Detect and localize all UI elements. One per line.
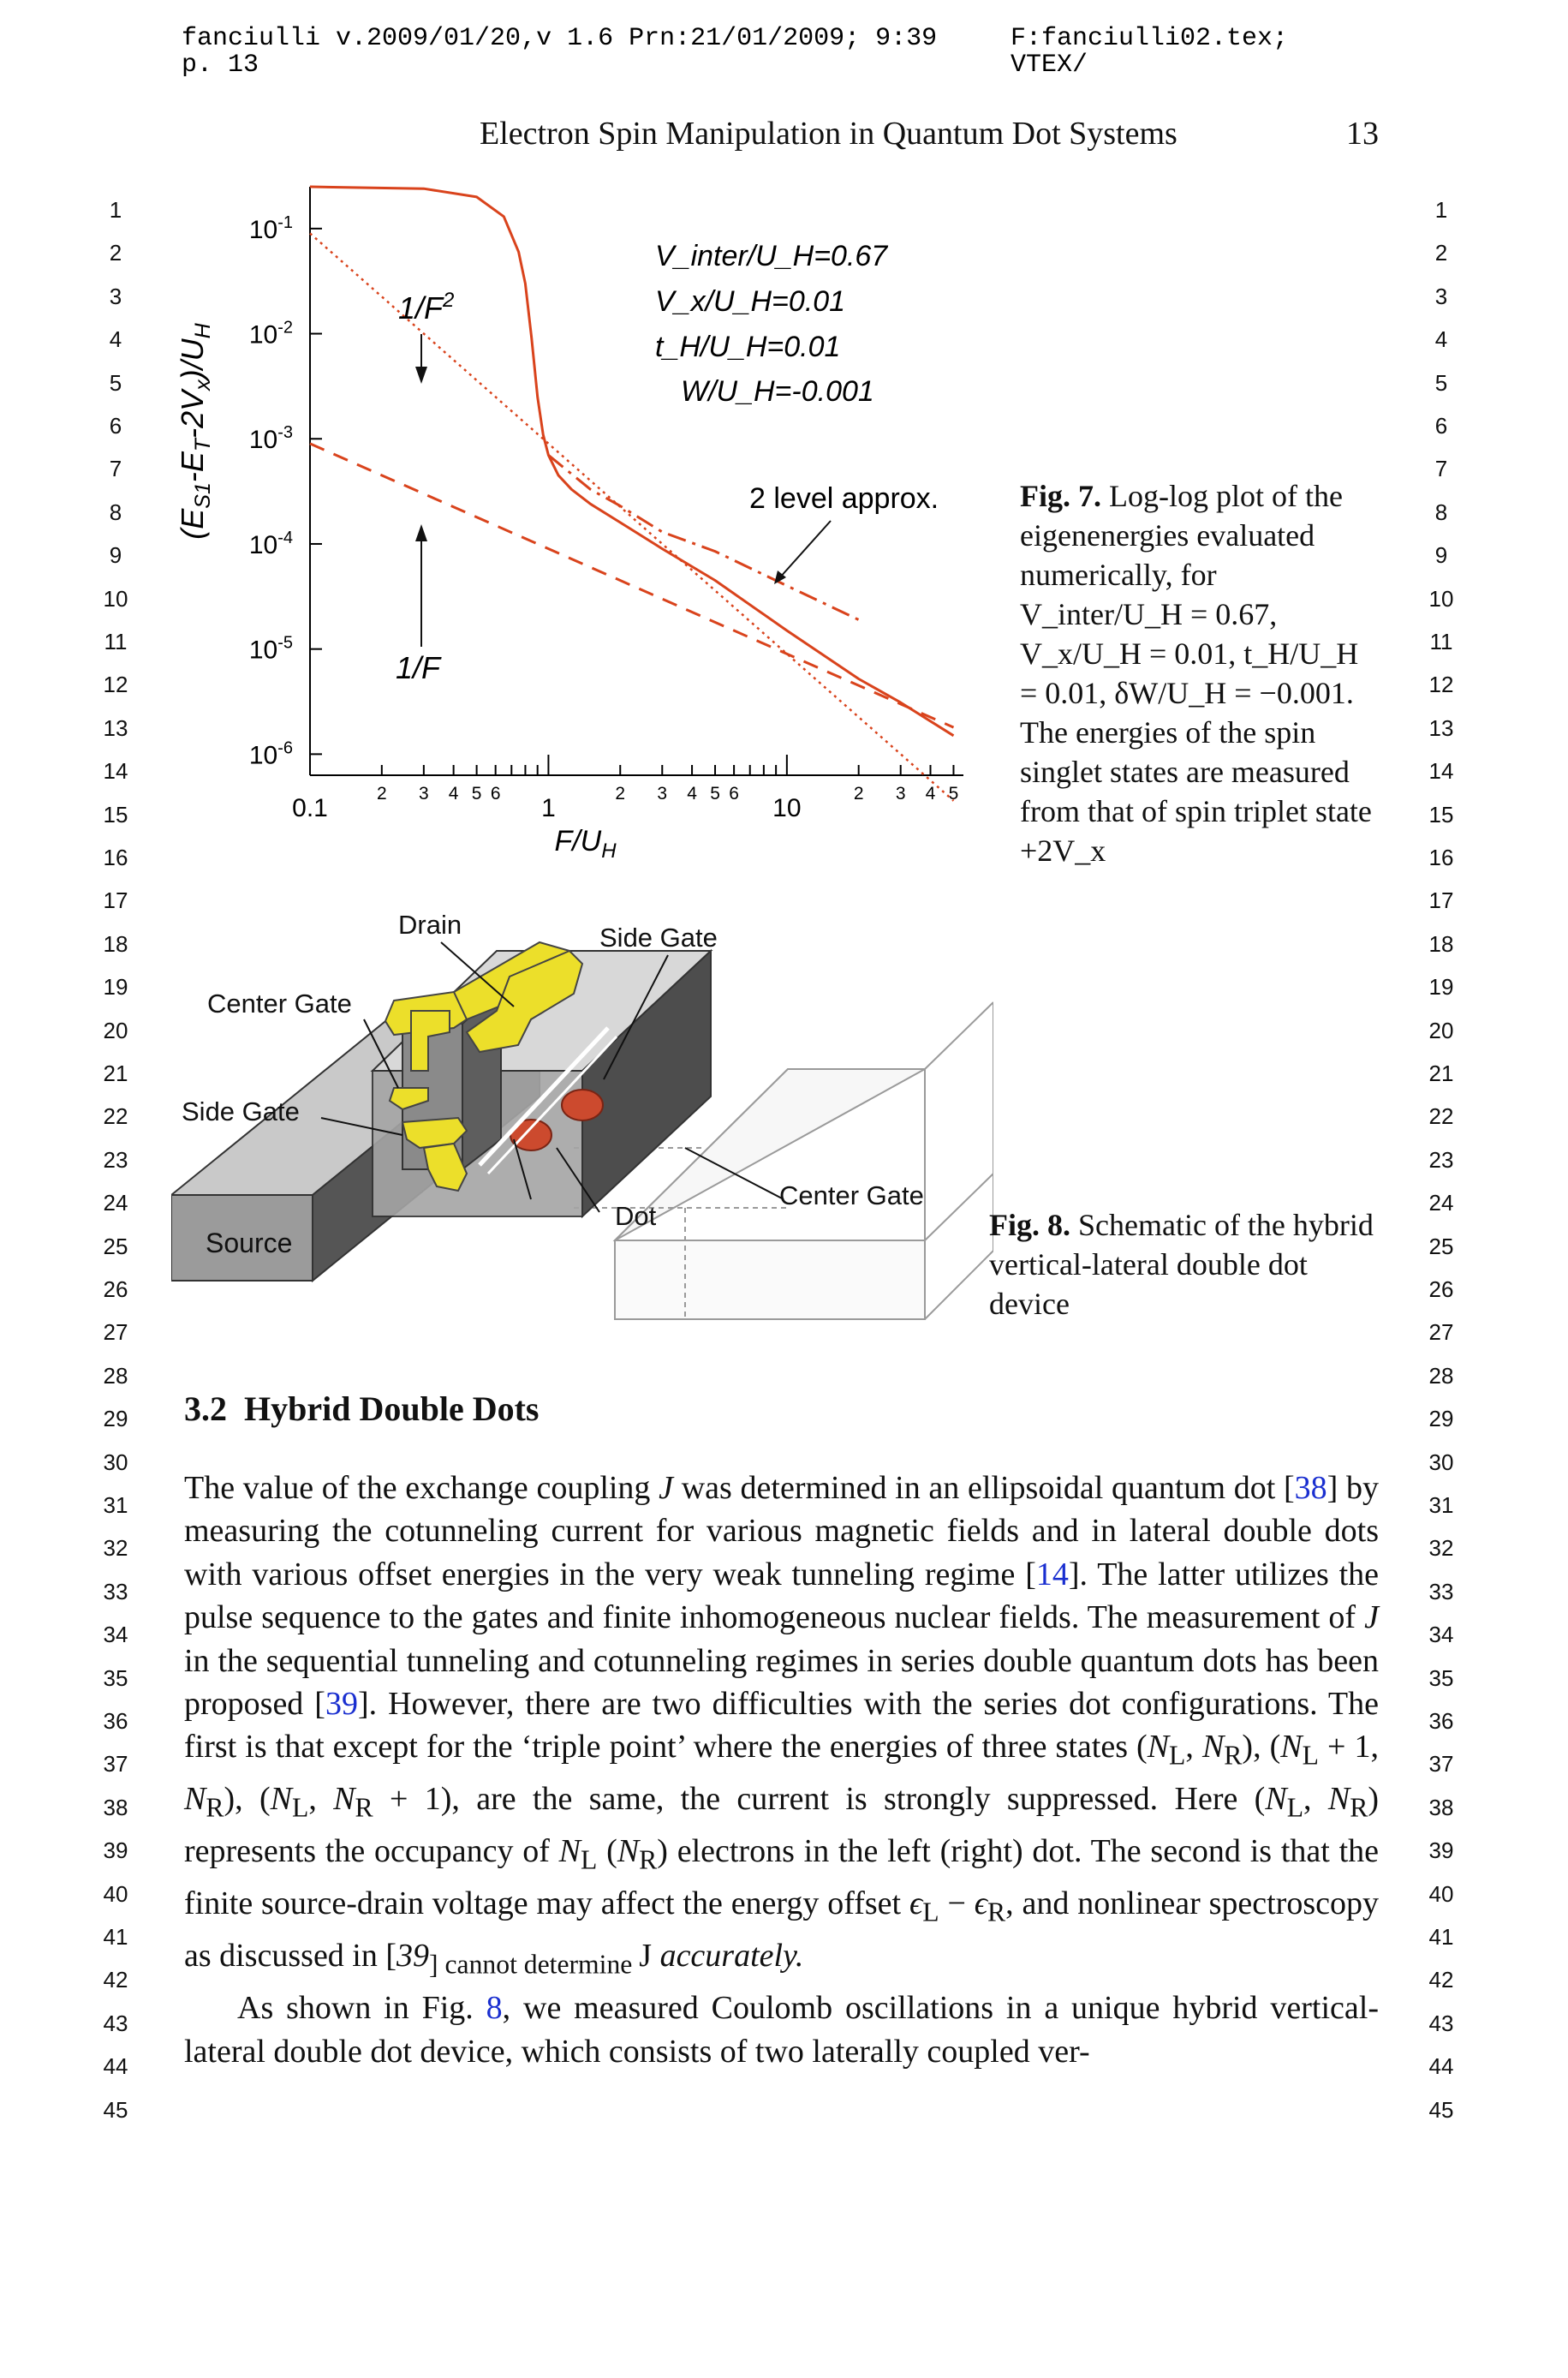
proof-header-left: fanciulli v.2009/01/20,v 1.6 Prn:21/01/2009; 9:39: [182, 24, 938, 53]
arrowhead-1-over-f: [415, 524, 427, 541]
line-number-right: 16: [1428, 845, 1454, 870]
citation-link[interactable]: 39: [325, 1686, 358, 1723]
line-number-right: 23: [1428, 1146, 1454, 1173]
proof-header-right: F:fanciulli02.tex; VTEX/: [1011, 24, 1289, 80]
line-number-left: 10: [103, 585, 128, 612]
line-number-right: 32: [1428, 1535, 1454, 1562]
line-number-left: 24: [103, 1190, 128, 1216]
line-number-left: 21: [103, 1061, 128, 1086]
line-number-left: 27: [103, 1319, 128, 1346]
line-number-right: 22: [1428, 1103, 1454, 1130]
label-dot: Dot: [615, 1201, 657, 1231]
section-heading: [184, 1389, 540, 1429]
line-number-left: 29: [103, 1406, 128, 1432]
line-number-right: 21: [1428, 1061, 1454, 1086]
parameter-label: t_H/U_H=0.01: [655, 331, 841, 363]
parameter-label: V_x/U_H=0.01: [655, 285, 846, 318]
line-number-right: 1: [1434, 197, 1448, 223]
line-number-right: 10: [1428, 585, 1454, 612]
line-number-right: 27: [1428, 1319, 1454, 1346]
line-number-right: 41: [1428, 1924, 1454, 1950]
line-number-left: 33: [103, 1578, 128, 1604]
line-number-right: 9: [1434, 542, 1448, 569]
label-center-gate-bottom: Center Gate: [779, 1180, 924, 1210]
label-side-gate-left: Side Gate: [182, 1096, 300, 1126]
line-number-left: 13: [103, 714, 128, 741]
line-number-right: 39: [1428, 1837, 1454, 1864]
line-number-right: 3: [1434, 283, 1448, 309]
line-number-left: 14: [103, 758, 128, 785]
x-minor-tick-label: 3: [419, 784, 429, 804]
x-minor-tick-label: 3: [895, 784, 906, 804]
line-number-left: 16: [103, 845, 128, 870]
line-number-left: 35: [103, 1664, 128, 1691]
line-number-left: 41: [103, 1924, 128, 1950]
line-number-right: 42: [1428, 1967, 1454, 1993]
proof-header-page: p. 13: [182, 51, 259, 80]
line-number-left: 5: [109, 369, 122, 396]
fig7-loglog-plot: [171, 171, 976, 882]
dot-upper: [562, 1090, 603, 1120]
label-drain: Drain: [398, 910, 462, 940]
fig7-caption-text: Log-log plot of the eigenenergies evaluated numerically, for V_inter/U_H = 0.67, V_x/U_H = 0.01, t_H/U_H = 0.01, δW/U_H = −0.001. The energies of the spin singlet states are measured from that of spin triplet state +2V_x: [1020, 479, 1372, 868]
x-major-tick-label: 0.1: [292, 794, 328, 822]
fig7-label: Fig. 7.: [1020, 479, 1101, 513]
line-number-right: 7: [1434, 456, 1448, 482]
x-minor-tick-label: 4: [687, 784, 697, 804]
line-number-right: 29: [1428, 1406, 1454, 1432]
x-minor-tick-label: 6: [490, 784, 501, 804]
line-number-right: 8: [1434, 499, 1448, 525]
x-minor-tick-label: 5: [471, 784, 482, 804]
x-major-tick-label: 10: [772, 794, 802, 822]
x-minor-tick-label: 3: [657, 784, 668, 804]
x-minor-tick-label: 6: [729, 784, 739, 804]
line-number-left: 39: [103, 1837, 128, 1864]
approx-pointer: [779, 521, 831, 578]
line-number-left: 4: [109, 326, 122, 353]
line-number-left: 6: [109, 413, 122, 439]
line-number-left: 40: [103, 1880, 128, 1907]
line-number-left: 8: [109, 499, 122, 525]
fig7-caption: [1020, 476, 1380, 870]
label-1-over-f: 1/F: [396, 650, 441, 685]
line-number-left: 28: [103, 1362, 128, 1389]
paragraph-2: As shown in Fig. 8, we measured Coulomb oscillations in a unique hybrid vertical-lateral double dot device, which consists of two laterally coupled ver-: [184, 1990, 1379, 2070]
y-tick-label: $10^{-6}$: [248, 738, 293, 770]
parameter-label: W/U_H=-0.001: [681, 375, 874, 408]
line-number-right: 35: [1428, 1664, 1454, 1691]
line-number-left: 32: [103, 1535, 128, 1562]
line-number-right: 28: [1428, 1362, 1454, 1389]
x-axis-label: $F/U_H$: [554, 825, 617, 863]
y-tick-label: $10^{-4}$: [248, 528, 293, 559]
line-number-left: 22: [103, 1103, 128, 1130]
line-number-left: 19: [103, 974, 128, 1001]
line-number-left: 45: [103, 2096, 128, 2123]
line-number-right: 26: [1428, 1276, 1454, 1302]
x-minor-tick-label: 2: [615, 784, 626, 804]
line-number-right: 13: [1428, 714, 1454, 741]
arrowhead-1-over-f2: [415, 367, 427, 384]
x-minor-tick-label: 4: [925, 784, 936, 804]
line-number-left: 1: [109, 197, 122, 223]
x-minor-tick-label: 5: [710, 784, 720, 804]
line-number-left: 26: [103, 1276, 128, 1302]
line-number-left: 30: [103, 1449, 128, 1475]
line-number-left: 38: [103, 1794, 128, 1820]
parameter-label: V_inter/U_H=0.67: [655, 240, 888, 272]
line-number-left: 18: [103, 930, 128, 957]
section-number: 3.2: [184, 1389, 227, 1428]
body-text: [184, 1467, 1379, 2073]
line-number-right: 31: [1428, 1492, 1454, 1518]
line-number-left: 23: [103, 1146, 128, 1173]
line-number-left: 20: [103, 1017, 128, 1043]
paragraph-1: The value of the exchange coupling J was determined in an ellipsoidal quantum dot [38] by measuring the cotunneling current for various magnetic fields and in lateral double dots with various offset energies in the very weak tunneling regime [14]. The latter utilizes the pulse sequence to the gates and finite inhomogeneous nuclear fields. The measurement of J in the sequential tunneling and cotunneling regimes in series double quantum dots has been proposed [39]. However, there are two difficulties with the series dot configurations. The first is that except for the ‘triple point’ where the energies of three states ($N_L$, $N_R$), ($N_L + 1$, $N_R$), ($N_L$, $N_R + 1$), are the same, the current is strongly suppressed. Here ($N_L$, $N_R$) represents the occupancy of $N_L$ $(N_R)$ electrons in the left (right) dot. The second is that the finite source-drain voltage may affect the energy offset $\epsilon_L - \epsilon_R$, and nonlinear spectroscopy as discussed in [$39_{] cannot determine}$ J accurately.: [184, 1470, 1380, 1981]
line-number-left: 42: [103, 1967, 128, 1993]
x-major-tick-label: 1: [541, 794, 556, 822]
citation-link[interactable]: 14: [1035, 1556, 1069, 1592]
line-number-left: 31: [103, 1492, 128, 1518]
fig8-device-schematic: [171, 891, 993, 1345]
line-number-left: 11: [104, 629, 128, 654]
x-minor-tick-label: 2: [853, 784, 864, 804]
section-title: Hybrid Double Dots: [244, 1389, 540, 1428]
x-minor-tick-label: 5: [948, 784, 959, 804]
label-side-gate-top: Side Gate: [599, 923, 718, 953]
citation-link[interactable]: 38: [1294, 1470, 1327, 1506]
fig8-caption-text: Schematic of the hybrid vertical-lateral double dot device: [989, 1208, 1374, 1321]
line-number-right: 34: [1428, 1622, 1454, 1648]
line-number-right: 15: [1428, 801, 1454, 828]
line-number-right: 4: [1434, 326, 1448, 353]
line-number-right: 11: [1429, 629, 1453, 654]
series-2-level-approx-: [548, 455, 858, 619]
line-number-left: 37: [103, 1751, 128, 1778]
line-number-right: 12: [1428, 672, 1454, 698]
line-number-right: 36: [1428, 1708, 1454, 1734]
line-number-right: 43: [1428, 2010, 1454, 2036]
line-number-right: 45: [1428, 2096, 1454, 2123]
line-number-left: 12: [103, 672, 128, 698]
line-number-left: 17: [103, 887, 128, 914]
line-number-right: 6: [1434, 413, 1448, 439]
label-source: Source: [206, 1228, 293, 1258]
line-number-right: 40: [1428, 1880, 1454, 1907]
y-axis-label: $(E_{S1}-E_T-2V_x)/U_H$: [175, 323, 215, 540]
line-number-right: 30: [1428, 1449, 1454, 1475]
line-number-right: 37: [1428, 1751, 1454, 1778]
line-number-left: 15: [103, 801, 128, 828]
fig8-label: Fig. 8.: [989, 1208, 1070, 1242]
line-number-right: 5: [1434, 369, 1448, 396]
line-number-left: 43: [103, 2010, 128, 2036]
x-minor-tick-label: 4: [448, 784, 459, 804]
line-number-right: 33: [1428, 1578, 1454, 1604]
line-number-left: 25: [103, 1233, 128, 1259]
y-tick-label: $10^{-5}$: [248, 633, 293, 665]
y-tick-label: $10^{-1}$: [248, 212, 293, 244]
x-minor-tick-label: 2: [376, 784, 387, 804]
line-number-right: 25: [1428, 1233, 1454, 1259]
line-number-right: 20: [1428, 1017, 1454, 1043]
proof-header: [182, 26, 1380, 79]
line-number-right: 38: [1428, 1794, 1454, 1820]
line-number-right: 17: [1428, 887, 1454, 914]
line-number-left: 34: [103, 1622, 128, 1648]
line-number-right: 18: [1428, 930, 1454, 957]
y-tick-label: $10^{-2}$: [248, 318, 293, 350]
approx-label: 2 level approx.: [749, 482, 939, 515]
page-number: 13: [1346, 116, 1379, 152]
label-1-over-f2: $1/F^2$: [398, 289, 455, 326]
fig8-caption: [989, 1205, 1380, 1323]
line-number-left: 44: [103, 2053, 128, 2080]
line-number-left: 2: [109, 240, 122, 266]
line-number-right: 19: [1428, 974, 1454, 1001]
line-number-right: 14: [1428, 758, 1454, 785]
line-number-left: 36: [103, 1708, 128, 1734]
line-number-right: 2: [1434, 240, 1448, 266]
line-number-right: 44: [1428, 2053, 1454, 2080]
line-number-left: 3: [109, 283, 122, 309]
figure-link[interactable]: 8: [486, 1990, 503, 2027]
line-number-left: 7: [109, 456, 122, 482]
line-number-right: 24: [1428, 1190, 1454, 1216]
running-title: Electron Spin Manipulation in Quantum Dot Systems: [480, 116, 1177, 152]
label-center-gate-top: Center Gate: [207, 989, 352, 1019]
y-tick-label: $10^{-3}$: [248, 423, 293, 455]
line-number-left: 9: [109, 542, 122, 569]
